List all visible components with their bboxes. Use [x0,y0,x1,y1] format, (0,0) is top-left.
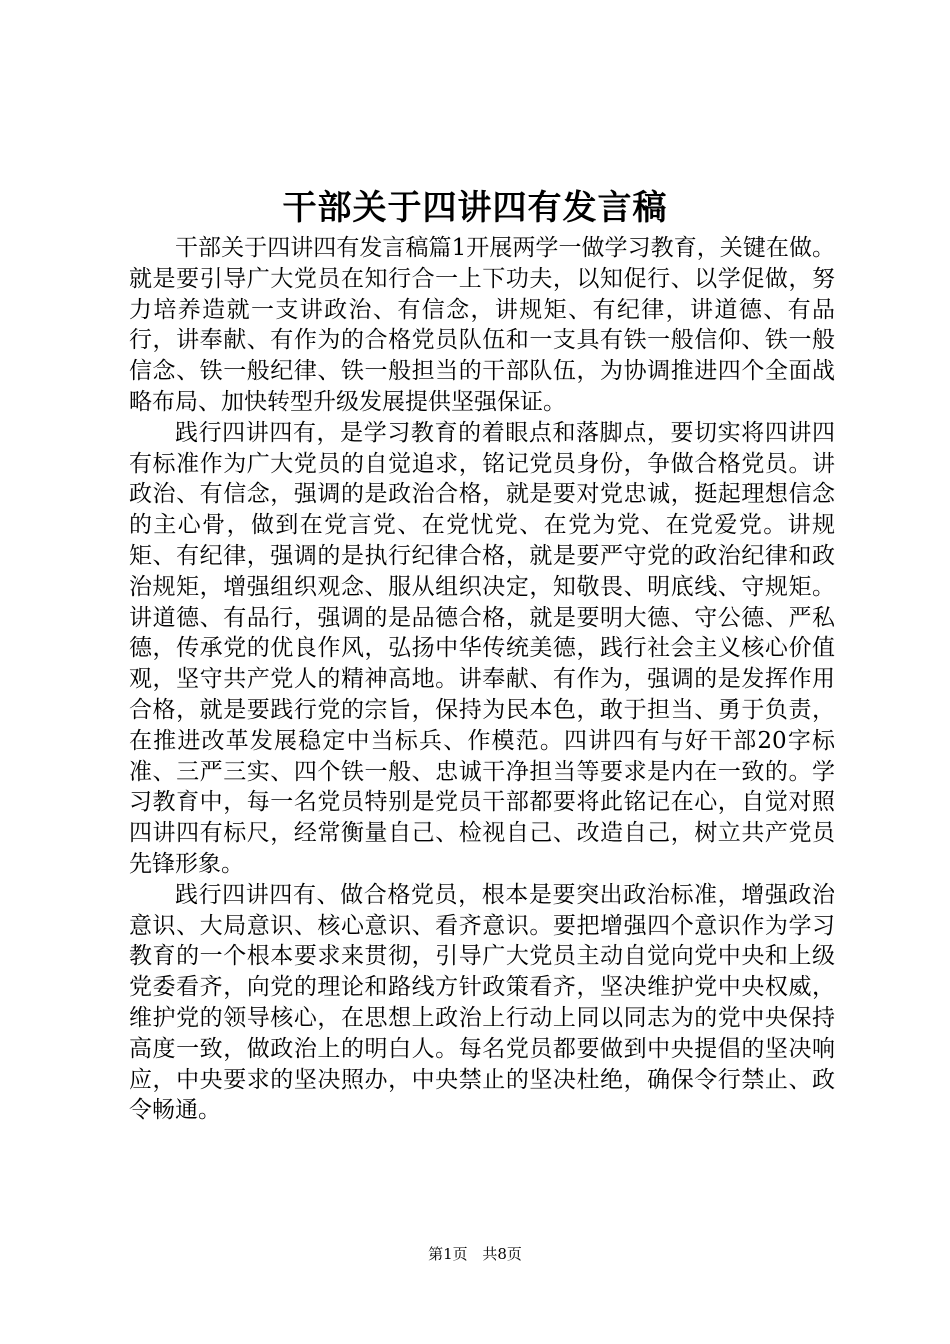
paragraph-1: 干部关于四讲四有发言稿篇1开展两学一做学习教育，关键在做。就是要引导广大党员在知行合一上下功夫，以知促行、以学促做，努力培养造就一支讲政治、有信念，讲规矩、有纪律，讲道德、有品行，讲奉献、有作为的合格党员队伍和一支具有铁一般信仰、铁一般信念、铁一般纪律、铁一般担当的干部队伍，为协调推进四个全面战略布局、加快转型升级发展提供坚强保证。 [129,235,835,415]
paragraph-2: 践行四讲四有，是学习教育的着眼点和落脚点，要切实将四讲四有标准作为广大党员的自觉追求，铭记党员身份，争做合格党员。讲政治、有信念，强调的是政治合格，就是要对党忠诚，挺起理想信念的主心骨，做到在党言党、在党忧党、在党为党、在党爱党。讲规矩、有纪律，强调的是执行纪律合格，就是要严守党的政治纪律和政治规矩，增强组织观念、服从组织决定，知敬畏、明底线、守规矩。讲道德、有品行，强调的是品德合格，就是要明大德、守公德、严私德，传承党的优良作风，弘扬中华传统美德，践行社会主义核心价值观，坚守共产党人的精神高地。讲奉献、有作为，强调的是发挥作用合格，就是要践行党的宗旨，保持为民本色，敢于担当、勇于负责，在推进改革发展稳定中当标兵、作模范。四讲四有与好干部20字标准、三严三实、四个铁一般、忠诚干净担当等要求是内在一致的。学习教育中，每一名党员特别是党员干部都要将此铭记在心，自觉对照四讲四有标尺，经常衡量自己、检视自己、改造自己，树立共产党员先锋形象。 [129,419,835,877]
page-footer [0,1244,950,1264]
page-number-current: 第1页 [428,1245,468,1263]
paragraph-3: 践行四讲四有、做合格党员，根本是要突出政治标准，增强政治意识、大局意识、核心意识、看齐意识。要把增强四个意识作为学习教育的一个根本要求来贯彻，引导广大党员主动自觉向党中央和上级党委看齐，向党的理论和路线方针政策看齐，坚决维护党中央权威，维护党的领导核心，在思想上政治上行动上同以同志为的党中央保持高度一致，做政治上的明白人。每名党员都要做到中央提倡的坚决响应，中央要求的坚决照办，中央禁止的坚决杜绝，确保令行禁止、政令畅通。 [129,881,835,1124]
document-title: 干部关于四讲四有发言稿 [282,188,668,228]
page-number-total: 共8页 [482,1245,522,1263]
document-body [129,233,835,1126]
